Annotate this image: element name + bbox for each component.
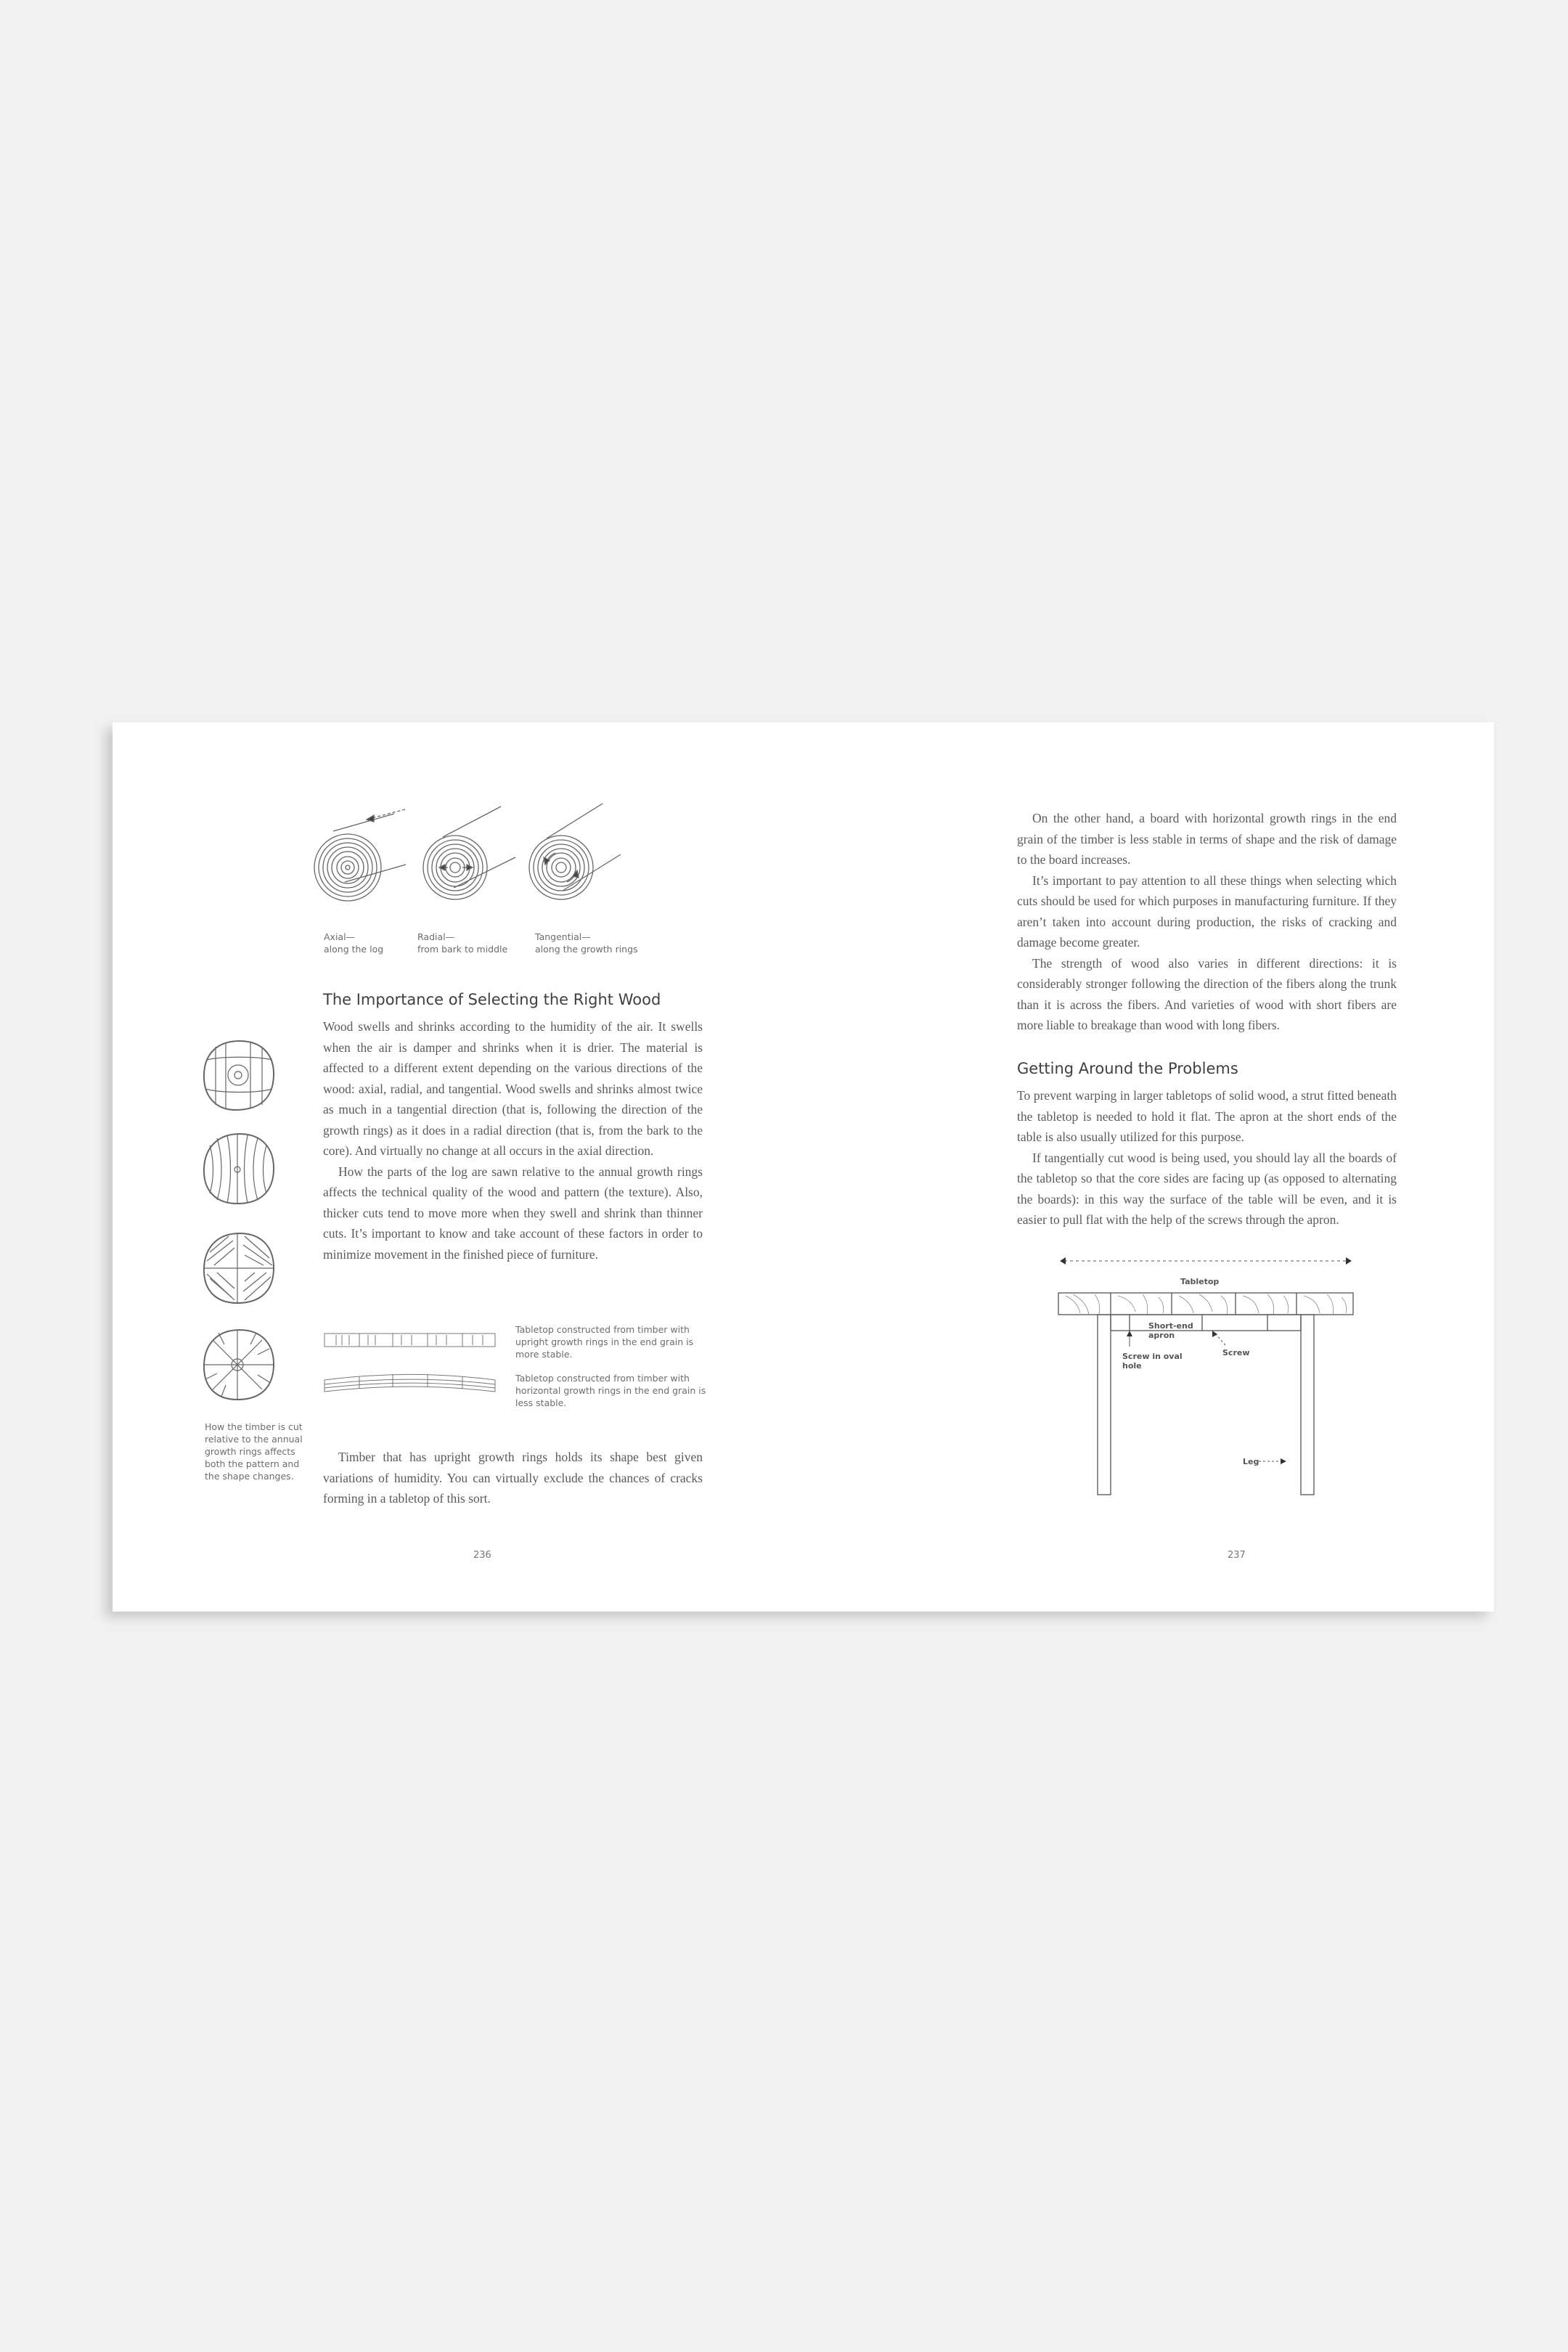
caption-axial-title: Axial—: [324, 931, 356, 942]
caption-radial-desc: from bark to middle: [417, 944, 508, 955]
right-body-text-2: [1017, 1085, 1397, 1230]
label-leg: Leg: [1243, 1457, 1259, 1466]
paragraph: It’s important to pay attention to all these things when selecting which cuts should be used for which purposes in manufacturing furniture. If they aren’t taken into account during production, the risks of cracking and damage become greater.: [1017, 873, 1397, 950]
paragraph: The strength of wood also varies in different directions: it is considerably stronger following the direction of the fibers along the trunk than it is across the fibers. And varieties of wood with short fibers are more liable to breakage than wood with long fibers.: [1017, 955, 1397, 1032]
left-page: [113, 722, 803, 1612]
label-screw: Screw: [1222, 1348, 1250, 1357]
label-screw-oval-line2: hole: [1122, 1361, 1142, 1371]
left-leg-drawing: [1098, 1315, 1111, 1495]
tabletop-boards-illustration: [323, 1332, 497, 1405]
left-closing-text: [323, 1447, 703, 1509]
paragraph: If tangentially cut wood is being used, you should lay all the boards of the tabletop so that the core sides are facing up (as opposed to alternating the boards): in this way the surface of the table will be even, and it is easier to pull flat with the help of the screws through the apron.: [1017, 1150, 1397, 1227]
label-apron-line1: Short-end: [1148, 1321, 1193, 1331]
paragraph: Timber that has upright growth rings holds its shape best given variations of humidity. You can virtually exclude the chances of cracks forming in a tabletop of this sort.: [323, 1450, 703, 1506]
caption-radial: [417, 931, 507, 955]
cross-section-rift-sawn: [204, 1233, 274, 1303]
right-leg-drawing: [1301, 1315, 1314, 1495]
left-body-text: [323, 1016, 703, 1265]
section-heading-getting-around: Getting Around the Problems: [1017, 1060, 1238, 1077]
caption-tangential-title: Tangential—: [535, 931, 591, 942]
label-tabletop: Tabletop: [1180, 1277, 1220, 1286]
page-number-left: 236: [473, 1550, 491, 1561]
cross-section-radial-sawn: [204, 1330, 274, 1400]
caption-radial-title: Radial—: [417, 931, 455, 942]
paragraph: Wood swells and shrinks according to the humidity of the air. It swells when the air is damper and shrinks when it is drier. The material is affected to a different extent depending on the various directions of the wood: axial, radial, and tangential. Wood swells and shrinks almost twice as much in a tangential direction (that is, following the direction of the growth rings) as it does in a radial direction (that is, from the bark to the core). And virtually no change at all occurs in the axial direction.: [323, 1019, 703, 1158]
tabletop-caption-stable: Tabletop constructed from timber with upright growth rings in the end grain is more stable.: [515, 1324, 694, 1360]
cross-section-quarter-sawn: [204, 1134, 274, 1204]
side-caption-timber-cut: How the timber is cut relative to the annual growth rings affects both the pattern and the shape changes.: [205, 1421, 303, 1482]
axial-log-drawing: [314, 809, 406, 901]
caption-axial: [324, 931, 383, 955]
tabletop-drawing: [1058, 1293, 1353, 1315]
tabletop-caption-less-stable: Tabletop constructed from timber with horizontal growth rings in the end grain is less stable.: [515, 1373, 706, 1408]
label-screw-oval-line1: Screw in oval: [1122, 1352, 1183, 1361]
right-page: [803, 722, 1494, 1612]
right-body-text: [1017, 808, 1397, 1036]
upright-rings-tabletop: [324, 1334, 495, 1347]
label-apron-line2: apron: [1148, 1331, 1175, 1340]
paragraph: To prevent warping in larger tabletops of solid wood, a strut fitted beneath the tabletop is needed to hold it flat. The apron at the short ends of the table is also usually utilized for this purpose.: [1017, 1088, 1397, 1144]
caption-tangential-desc: along the growth rings: [535, 944, 638, 955]
tangential-log-drawing: [529, 804, 621, 899]
label-short-end-apron: [1148, 1321, 1193, 1331]
paragraph: How the parts of the log are sawn relative to the annual growth rings affects the technical quality of the wood and pattern (the texture). Also, thicker cuts tend to move more when they swell and shrink than thinner cuts. It’s important to know and take account of these factors in order to minimize movement in the finished piece of furniture.: [323, 1164, 703, 1262]
cross-section-flat-sawn: [204, 1041, 274, 1110]
short-end-apron-drawing: [1111, 1315, 1301, 1331]
log-cut-directions-illustration: [316, 809, 788, 918]
paragraph: On the other hand, a board with horizontal growth rings in the end grain of the timber is less stable in terms of shape and the risk of damage to the board increases.: [1017, 811, 1397, 867]
page-number-right: 237: [1228, 1550, 1246, 1561]
radial-log-drawing: [423, 807, 515, 899]
caption-axial-desc: along the log: [324, 944, 384, 955]
book-spread: [113, 722, 1494, 1612]
timber-cross-sections-illustration: [200, 1038, 279, 1408]
caption-tangential: [535, 931, 638, 955]
section-heading-selecting-wood: The Importance of Selecting the Right Wood: [323, 991, 661, 1008]
table-apron-diagram: [1057, 1252, 1391, 1499]
